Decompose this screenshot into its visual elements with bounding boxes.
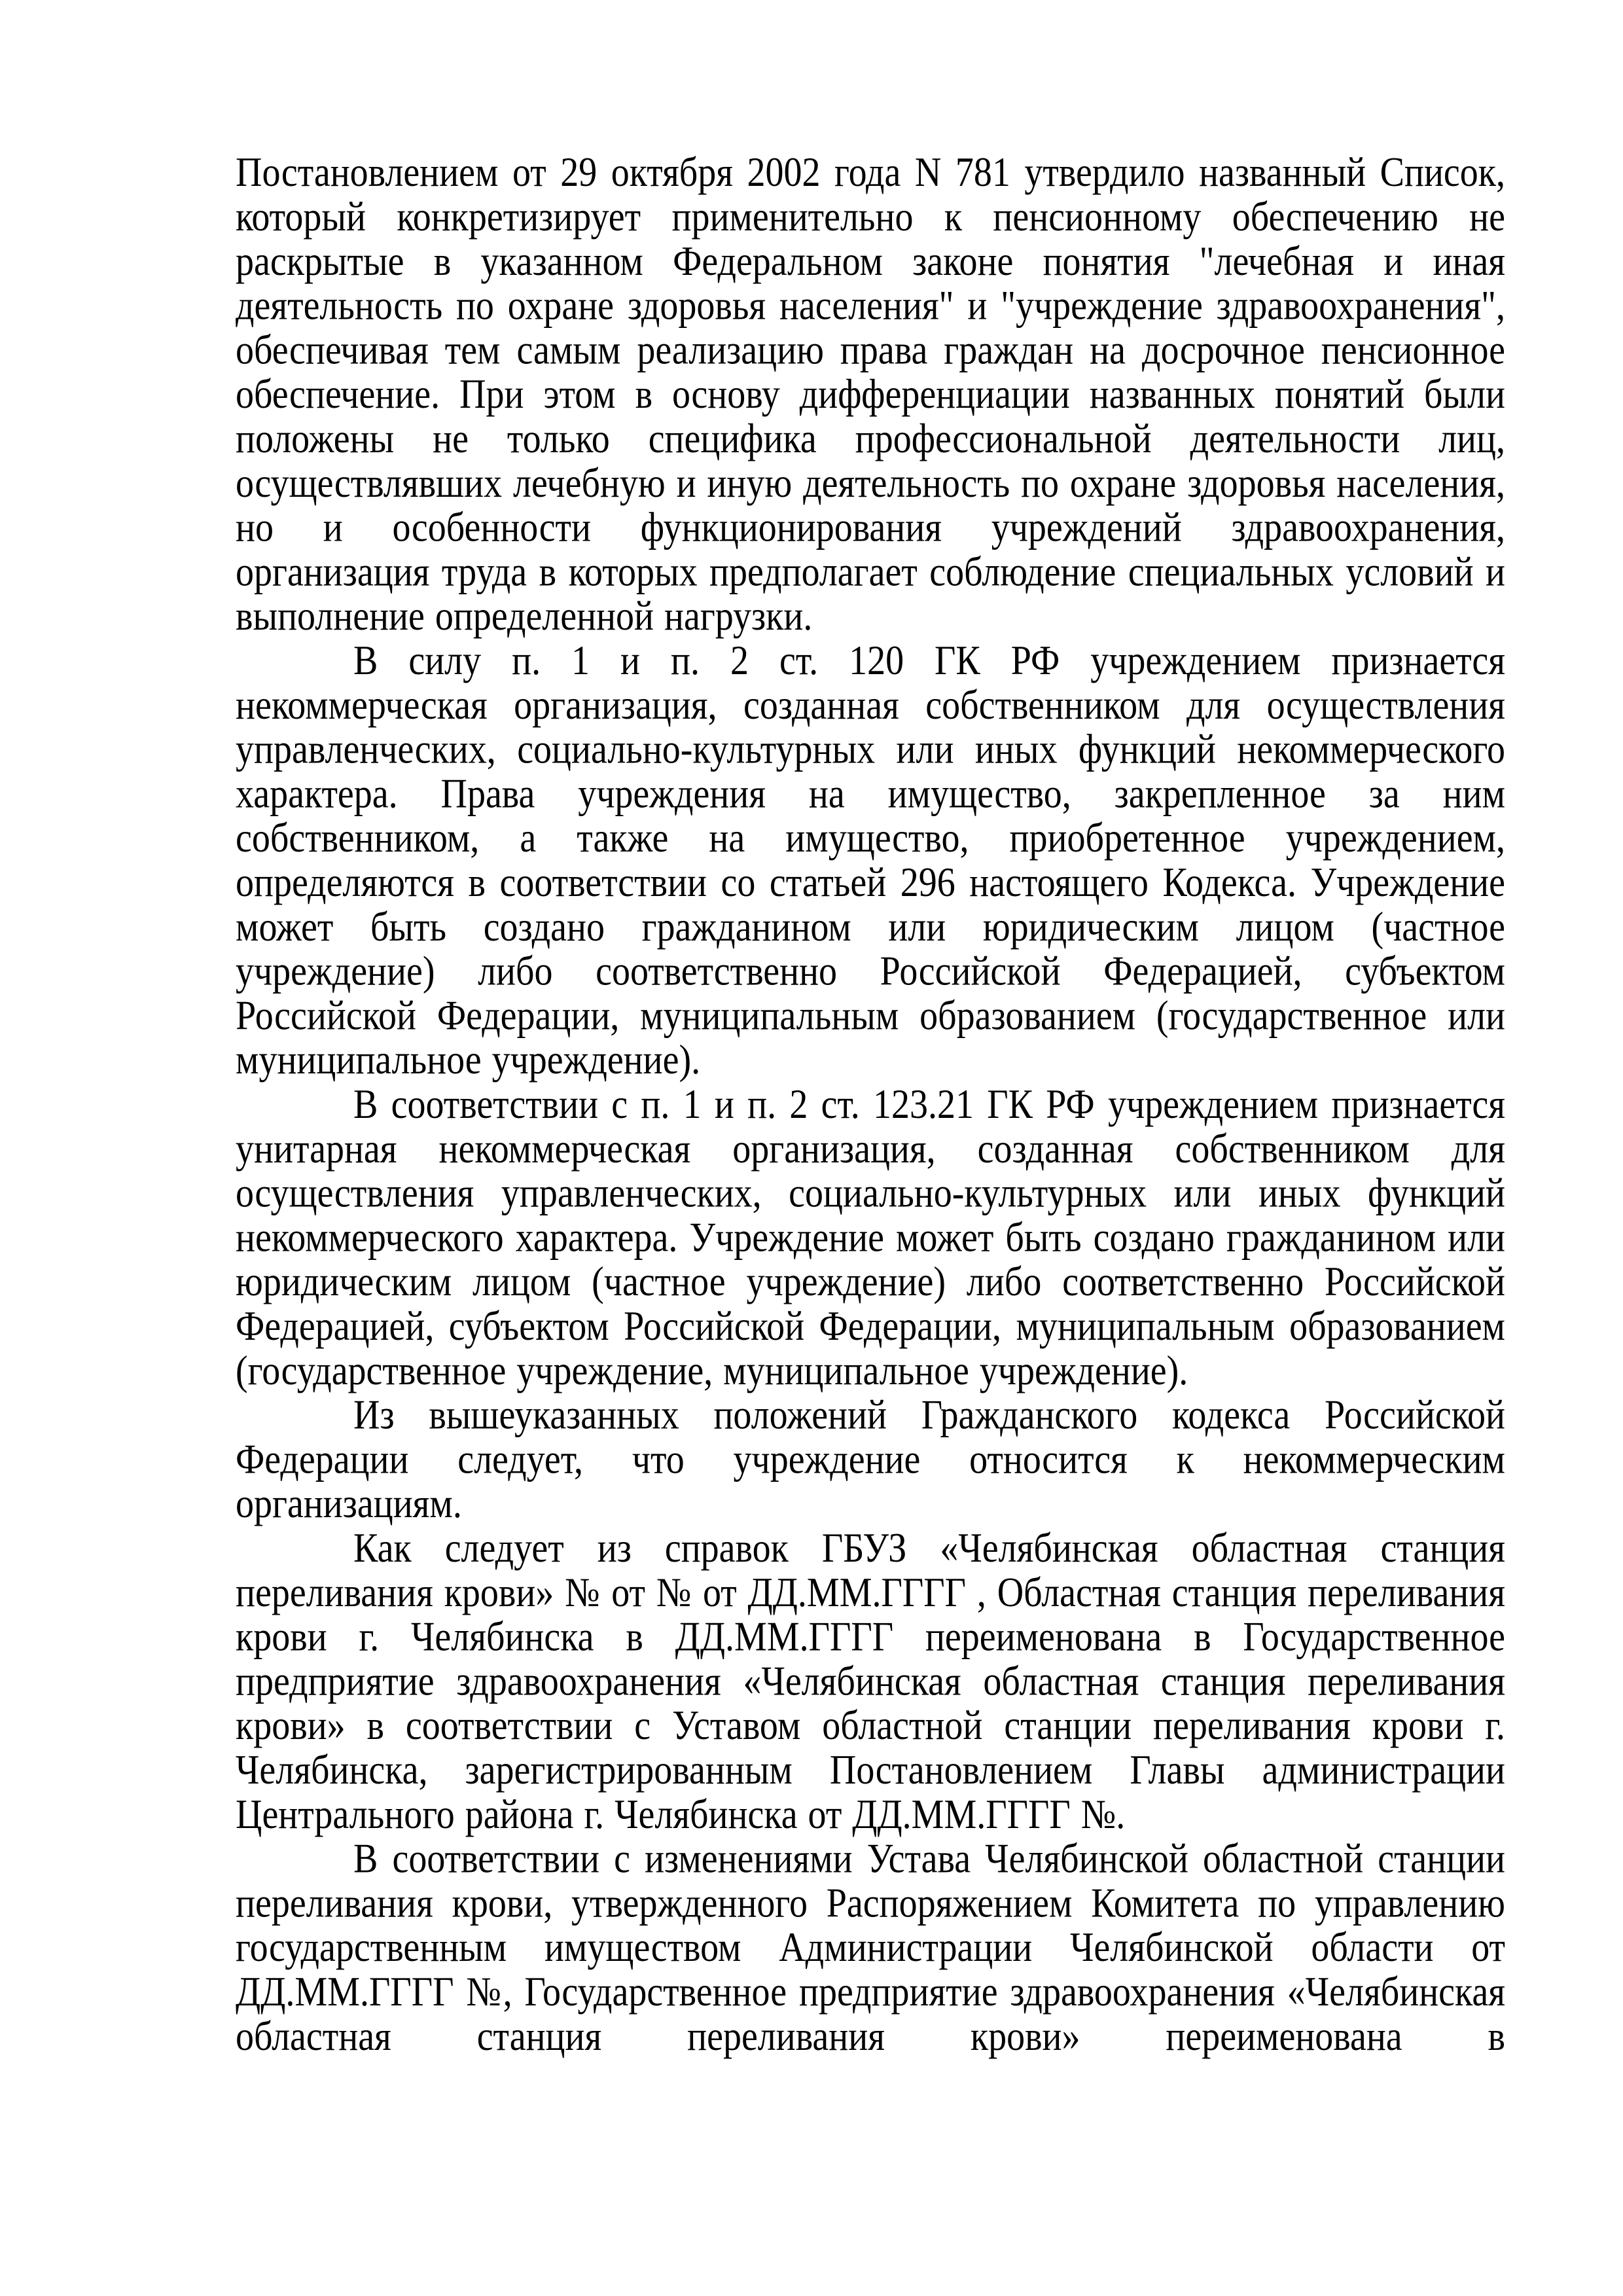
paragraph-gk-rf-st-120: В силу п. 1 и п. 2 ст. 120 ГК РФ учреждением признается некоммерческая организация, созданная собственником для осуществления управленческих, социально-культурных или иных функций некоммерческого характера. Права учреждения на имущество, закрепленное за ним собственником, а также на имущество, приобретенное учреждением, определяются в соответствии со статьей 296 настоящего Кодекса. Учреждение может быть создано гражданином или юридическим лицом (частное учреждение) либо соответственно Российской Федерацией, субъектом Российской Федерации, муниципальным образованием (государственное или муниципальное учреждение). <box>236 637 1505 1083</box>
paragraph-noncommercial-conclusion: Из вышеуказанных положений Гражданского кодекса Российской Федерации следует, что учреждение относится к некоммерческим организациям. <box>236 1392 1505 1527</box>
paragraph-blood-station-certificates: Как следует из справок ГБУЗ «Челябинская областная станция переливания крови» № от № от ДД.ММ.ГГГГ , Областная станция переливания крови г. Челябинска в ДД.ММ.ГГГГ переименована в Государственное предприятие здравоохранения «Челябинская областная станция переливания крови» в соответствии с Уставом областной станции переливания крови г. Челябинска, зарегистрированным Постановлением Главы администрации Центрального района г. Челябинска от ДД.ММ.ГГГГ №. <box>236 1525 1505 1838</box>
paragraph-charter-amendments: В соответствии с изменениями Устава Челябинской областной станции переливания крови, утвержденного Распоряжением Комитета по управлению государственным имуществом Администрации Челябинской области от ДД.ММ.ГГГГ №, Государственное предприятие здравоохранения «Челябинская областная станция переливания крови» переименована в <box>236 1836 1505 2060</box>
paragraph-list-781: Постановлением от 29 октября 2002 года N 781 утвердило названный Список, который конкретизирует применительно к пенсионному обеспечению не раскрытые в указанном Федеральном законе понятия "лечебная и иная деятельность по охране здоровья населения" и "учреждение здравоохранения", обеспечивая тем самым реализацию права граждан на досрочное пенсионное обеспечение. При этом в основу дифференциации названных понятий были положены не только специфика профессиональной деятельности лиц, осуществлявших лечебную и иную деятельность по охране здоровья населения, но и особенности функционирования учреждений здравоохранения, организация труда в которых предполагает соблюдение специальных условий и выполнение определенной нагрузки. <box>236 149 1505 639</box>
document-text-block <box>236 151 1505 2058</box>
paragraph-gk-rf-st-123-21: В соответствии с п. 1 и п. 2 ст. 123.21 ГК РФ учреждением признается унитарная некоммерческая организация, созданная собственником для осуществления управленческих, социально-культурных или иных функций некоммерческого характера. Учреждение может быть создано гражданином или юридическим лицом (частное учреждение) либо соответственно Российской Федерацией, субъектом Российской Федерации, муниципальным образованием (государственное учреждение, муниципальное учреждение). <box>236 1081 1505 1394</box>
